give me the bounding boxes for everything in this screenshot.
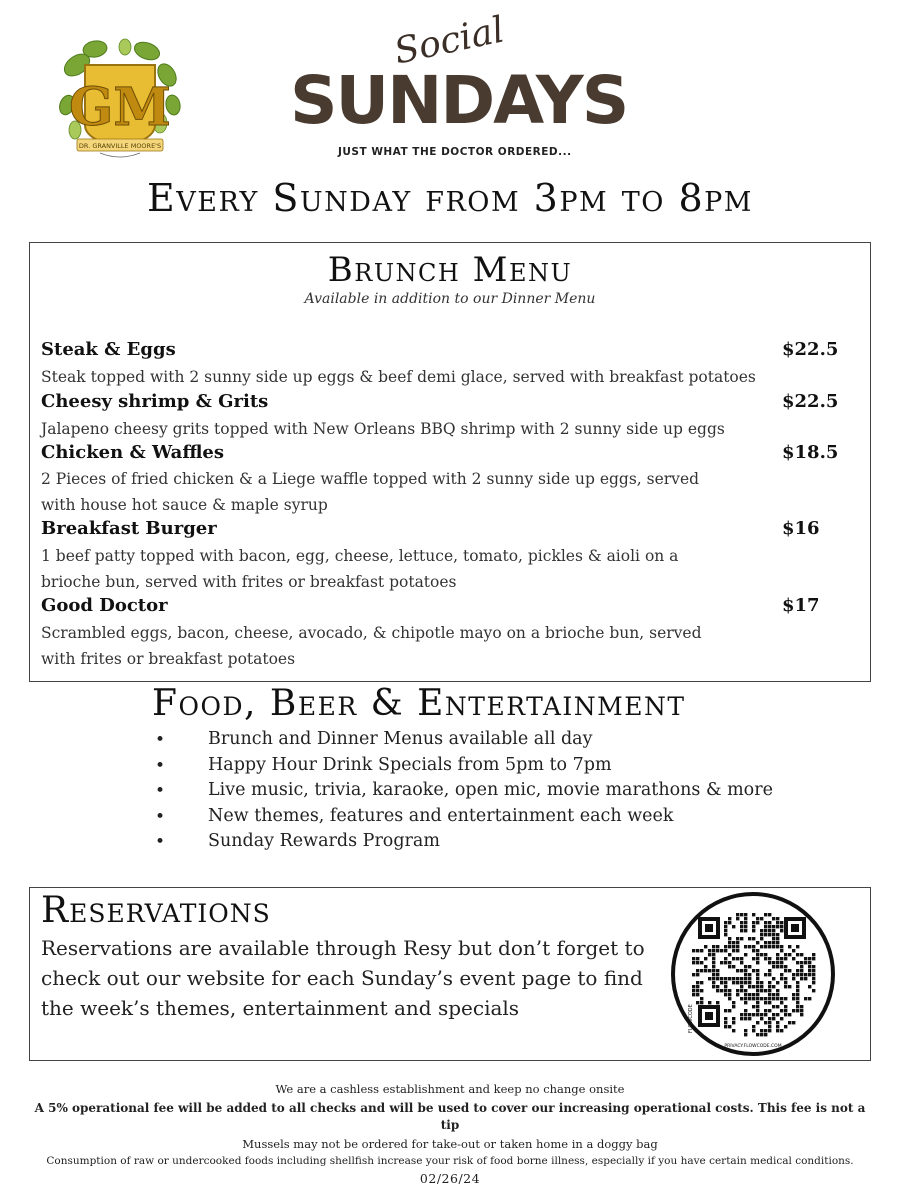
menu-item-price: $18.5: [782, 442, 839, 463]
bullet-item: Sunday Rewards Program: [208, 831, 440, 851]
qr-bottom-label: PRIVACY.FLOWCODE.COM: [724, 1044, 782, 1049]
menu-item-description: Steak topped with 2 sunny side up eggs & beef demi glace, served with breakfast potatoes: [41, 368, 756, 386]
footer-cashless-note: We are a cashless establishment and keep no change onsite: [275, 1082, 625, 1096]
granville-moores-logo: [55, 35, 185, 160]
reservations-title: Reservations: [41, 890, 271, 931]
footer-mussels-note: Mussels may not be ordered for take-out or taken home in a doggy bag: [242, 1137, 658, 1151]
tagline: JUST WHAT THE DOCTOR ORDERED...: [338, 146, 572, 158]
menu-item-price: $22.5: [782, 391, 839, 412]
menu-item-price: $22.5: [782, 339, 839, 360]
food-section-title: Food, Beer & Entertainment: [152, 683, 686, 724]
qr-code[interactable]: [670, 891, 836, 1057]
qr-side-label: FLOWCODE: [688, 1004, 694, 1033]
bullet-dot: •: [155, 832, 166, 852]
menu-item-price: $17: [782, 595, 820, 616]
footer-operational-fee: A 5% operational fee will be added to all checks and will be used to cover our increasing operational costs. This fee is not a tip: [34, 1101, 866, 1132]
footer-consumption-warning: Consumption of raw or undercooked foods including shellfish increase your risk of food borne illness, especially if you have certain medical conditions.: [46, 1155, 854, 1167]
bullet-dot: •: [155, 781, 166, 801]
menu-item-name: Breakfast Burger: [41, 518, 217, 539]
bullet-item: Live music, trivia, karaoke, open mic, movie marathons & more: [208, 780, 773, 800]
bullet-dot: •: [155, 730, 166, 750]
menu-item-name: Steak & Eggs: [41, 339, 176, 360]
brunch-menu-title: Brunch Menu: [327, 250, 573, 290]
logo-caption: DR. GRANVILLE MOORE'S: [78, 142, 162, 150]
bullet-dot: •: [155, 807, 166, 827]
menu-item-description: Scrambled eggs, bacon, cheese, avocado, & chipotle mayo on a brioche bun, served with frites or breakfast potatoes: [41, 624, 702, 668]
menu-item-price: $16: [782, 518, 820, 539]
reservations-text: Reservations are available through Resy but don’t forget to check out our website for each Sunday’s event page to find the week’s themes, entertainment and specials: [41, 936, 645, 1020]
logo-monogram: GM: [69, 77, 171, 138]
bullet-item: Happy Hour Drink Specials from 5pm to 7pm: [208, 755, 612, 775]
menu-item-description: 2 Pieces of fried chicken & a Liege waffle topped with 2 sunny side up eggs, served with house hot sauce & maple syrup: [41, 470, 700, 514]
sundays-title: SUNDAYS: [290, 62, 628, 139]
menu-item-name: Cheesy shrimp & Grits: [41, 391, 269, 412]
menu-item-description: 1 beef patty topped with bacon, egg, cheese, lettuce, tomato, pickles & aioli on a brioche bun, served with frites or breakfast potatoes: [41, 547, 679, 591]
schedule-heading: Every Sunday from 3pm to 8pm: [147, 176, 753, 220]
menu-item-name: Good Doctor: [41, 595, 168, 616]
menu-item-description: Jalapeno cheesy grits topped with New Orleans BBQ shrimp with 2 sunny side up eggs: [41, 420, 725, 438]
brunch-menu-subtitle: Available in addition to our Dinner Menu: [304, 291, 596, 307]
bullet-dot: •: [155, 756, 166, 776]
menu-item-name: Chicken & Waffles: [41, 442, 225, 463]
bullet-item: New themes, features and entertainment each week: [208, 806, 674, 826]
footer-date: 02/26/24: [419, 1171, 481, 1186]
bullet-item: Brunch and Dinner Menus available all day: [208, 729, 593, 749]
social-script-title: Social: [390, 9, 508, 73]
